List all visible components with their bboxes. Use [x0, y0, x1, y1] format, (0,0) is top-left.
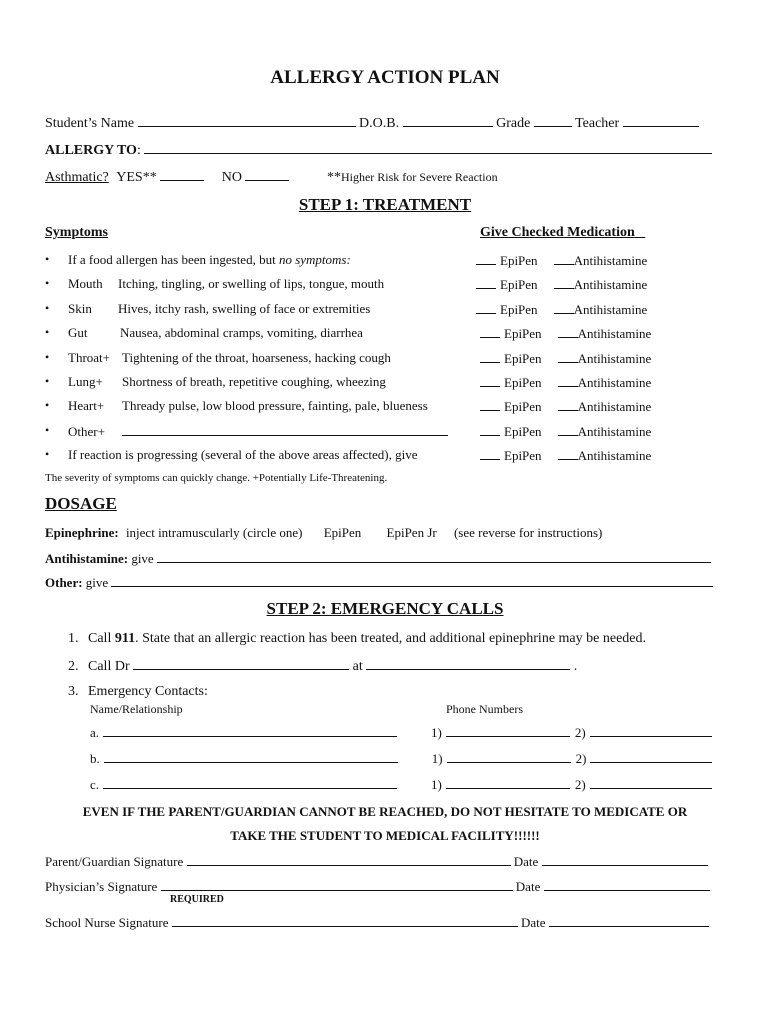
- antihistamine-checkbox[interactable]: [558, 325, 578, 338]
- parent-signature-line: [45, 853, 708, 870]
- call-doctor-item: [68, 657, 577, 675]
- contact-row: [90, 776, 712, 793]
- phone-1-field[interactable]: [447, 750, 571, 763]
- other-symptom-field[interactable]: [122, 423, 448, 436]
- symptom-text: [68, 374, 386, 390]
- doctor-phone-field[interactable]: [366, 657, 570, 670]
- epipen-checkbox[interactable]: [480, 325, 500, 338]
- epipen-label: EpiPen: [504, 424, 542, 439]
- antihistamine-label: Antihistamine: [573, 277, 648, 292]
- dosage-heading: DOSAGE: [45, 494, 117, 513]
- contact-name-field[interactable]: [103, 776, 397, 789]
- antihistamine-checkbox[interactable]: [554, 276, 574, 289]
- medication-checks: [480, 423, 651, 440]
- contact-name-field[interactable]: [103, 724, 397, 737]
- item1-suffix: . State that an allergic reaction has been treated, and additional epinephrine may be needed.: [135, 631, 646, 646]
- medication-checks: [480, 325, 651, 342]
- phone-2-label: 2): [574, 725, 586, 740]
- antihistamine-checkbox[interactable]: [558, 398, 578, 411]
- antihistamine-checkbox[interactable]: [558, 447, 578, 460]
- bullet-icon: •: [45, 423, 50, 437]
- parent-signature-label: Parent/Guardian Signature: [45, 854, 184, 869]
- asthmatic-line: [45, 168, 498, 186]
- step1-heading: STEP 1: TREATMENT: [298, 195, 472, 214]
- symptom-area: Other+: [68, 424, 105, 439]
- yes-field[interactable]: [160, 168, 204, 181]
- symptom-emphasis: no symptoms:: [278, 252, 351, 267]
- medication-header: [480, 225, 645, 241]
- higher-risk-note: Higher Risk for Severe Reaction: [340, 170, 498, 184]
- medication-checks: [480, 447, 651, 464]
- student-name-label: Student’s Name: [45, 116, 135, 131]
- symptoms-header: Symptoms: [45, 225, 109, 240]
- parent-date-field[interactable]: [542, 853, 708, 866]
- antihistamine-dosage-line: [45, 550, 711, 567]
- bullet-icon: •: [45, 374, 50, 388]
- epipen-checkbox[interactable]: [480, 423, 500, 436]
- no-label: NO: [221, 170, 242, 185]
- epipen-label: EpiPen: [500, 277, 538, 292]
- bullet-icon: •: [45, 447, 50, 461]
- dob-label: D.O.B.: [359, 116, 400, 131]
- no-field[interactable]: [245, 168, 289, 181]
- antihistamine-label: Antihistamine: [573, 302, 648, 317]
- symptom-area: Gut: [68, 325, 88, 340]
- allergy-to-field[interactable]: [144, 141, 712, 154]
- dob-field[interactable]: [403, 114, 493, 127]
- grade-label: Grade: [496, 116, 531, 131]
- allergy-to-colon: :: [136, 143, 141, 158]
- symptom-text: [68, 301, 370, 317]
- phone-2-field[interactable]: [590, 776, 712, 789]
- symptom-area: Skin: [68, 301, 92, 316]
- symptom-description: Tightening of the throat, hoarseness, hacking cough: [122, 350, 391, 365]
- allergy-to-label: ALLERGY TO: [45, 143, 137, 158]
- epipen-checkbox[interactable]: [480, 447, 500, 460]
- symptom-text: [68, 398, 428, 414]
- antihistamine-label: Antihistamine: [577, 448, 652, 463]
- antihistamine-checkbox[interactable]: [558, 350, 578, 363]
- phone-1-field[interactable]: [446, 724, 570, 737]
- allergy-to-line: [45, 141, 712, 159]
- phone-1-field[interactable]: [446, 776, 570, 789]
- symptom-area: Heart+: [68, 398, 105, 413]
- antihistamine-label: Antihistamine: [577, 375, 652, 390]
- medication-header-label: Give Checked Medication: [480, 225, 635, 240]
- contact-letter: b.: [90, 751, 100, 766]
- contact-name-field[interactable]: [104, 750, 398, 763]
- antihistamine-checkbox[interactable]: [558, 423, 578, 436]
- phone-2-label: 2): [574, 777, 586, 792]
- medication-checks: [476, 252, 647, 269]
- epipen-label: EpiPen: [504, 375, 542, 390]
- step2-heading: STEP 2: EMERGENCY CALLS: [266, 599, 504, 618]
- epipen-checkbox[interactable]: [476, 252, 496, 265]
- antihistamine-label: Antihistamine: [577, 326, 652, 341]
- symptom-area: Throat+: [68, 350, 110, 365]
- physician-signature-field[interactable]: [161, 878, 513, 891]
- item3-number: 3.: [68, 684, 79, 699]
- contact-row: [90, 750, 712, 767]
- antihistamine-checkbox[interactable]: [558, 374, 578, 387]
- symptom-text: [68, 252, 351, 268]
- epipen-label: EpiPen: [504, 448, 542, 463]
- epipen-checkbox[interactable]: [480, 398, 500, 411]
- epinephrine-text: inject intramuscularly (circle one): [125, 525, 303, 540]
- contact-letter: c.: [90, 777, 100, 792]
- asthmatic-label: Asthmatic?: [45, 170, 109, 185]
- medication-checks: [480, 374, 651, 391]
- symptom-area: Lung+: [68, 374, 103, 389]
- symptom-text: [68, 447, 418, 463]
- required-label: REQUIRED: [170, 894, 224, 905]
- student-info-line: [45, 114, 699, 132]
- antihistamine-dosage-field[interactable]: [157, 550, 711, 563]
- antihistamine-checkbox[interactable]: [554, 301, 574, 314]
- physician-date-field[interactable]: [544, 878, 710, 891]
- medication-checks: [480, 350, 651, 367]
- call-911-number: 911: [114, 631, 136, 646]
- epipen-checkbox[interactable]: [476, 276, 496, 289]
- yes-label: YES**: [116, 170, 157, 185]
- severity-note: The severity of symptoms can quickly change. +Potentially Life-Threatening.: [45, 472, 388, 484]
- bullet-icon: •: [45, 325, 50, 339]
- medication-checks: [476, 301, 647, 318]
- warning-line-2: TAKE THE STUDENT TO MEDICAL FACILITY!!!!!!: [230, 828, 540, 843]
- epipen-checkbox[interactable]: [476, 301, 496, 314]
- epipen-jr-option[interactable]: EpiPen Jr: [386, 525, 437, 540]
- symptom-description: Hives, itchy rash, swelling of face or extremities: [118, 301, 371, 316]
- phone-2-field[interactable]: [590, 724, 712, 737]
- bullet-icon: •: [45, 252, 50, 266]
- epipen-label: EpiPen: [500, 302, 538, 317]
- antihistamine-label: Antihistamine: [577, 399, 652, 414]
- antihistamine-label: Antihistamine: [577, 424, 652, 439]
- epinephrine-line: [45, 525, 602, 541]
- nurse-date-label: Date: [520, 915, 546, 930]
- item1-number: 1.: [68, 631, 79, 646]
- reverse-note: (see reverse for instructions): [453, 525, 603, 540]
- antihistamine-dosage-label: Antihistamine:: [45, 551, 129, 566]
- epipen-label: EpiPen: [504, 399, 542, 414]
- phone-1-label: 1): [431, 777, 442, 792]
- epipen-label: EpiPen: [504, 326, 542, 341]
- symptom-description: Itching, tingling, or swelling of lips, tongue, mouth: [118, 276, 385, 291]
- doctor-name-field[interactable]: [133, 657, 349, 670]
- symptom-description: Nausea, abdominal cramps, vomiting, diarrhea: [120, 325, 363, 340]
- teacher-label: Teacher: [575, 116, 620, 131]
- nurse-date-field[interactable]: [549, 914, 709, 927]
- item2-number: 2.: [68, 659, 79, 674]
- call-dr-label: Call Dr: [88, 659, 130, 674]
- nurse-signature-label: School Nurse Signature: [45, 915, 169, 930]
- symptom-description: Thready pulse, low blood pressure, fainting, pale, blueness: [122, 398, 428, 413]
- symptom-text: [68, 423, 448, 440]
- symptom-text: [68, 350, 391, 366]
- phone-numbers-label: Phone Numbers: [446, 702, 523, 716]
- epipen-option[interactable]: EpiPen: [323, 525, 362, 540]
- other-give-text: give: [85, 575, 109, 590]
- antihistamine-checkbox[interactable]: [554, 252, 574, 265]
- bullet-icon: •: [45, 350, 50, 364]
- contact-row: [90, 724, 712, 741]
- other-dosage-label: Other:: [45, 575, 83, 590]
- page-title: ALLERGY ACTION PLAN: [270, 67, 500, 88]
- emergency-contacts-label: Emergency Contacts:: [88, 684, 208, 699]
- symptom-description: Shortness of breath, repetitive coughing, wheezing: [122, 374, 386, 389]
- symptom-area: Mouth: [68, 276, 103, 291]
- bullet-icon: •: [45, 301, 50, 315]
- phone-2-label: 2): [575, 751, 587, 766]
- phone-1-label: 1): [431, 725, 442, 740]
- symptom-text: [68, 276, 384, 292]
- other-dosage-field[interactable]: [111, 574, 713, 587]
- bullet-icon: •: [45, 276, 50, 290]
- warning-line-1: EVEN IF THE PARENT/GUARDIAN CANNOT BE REACHED, DO NOT HESITATE TO MEDICATE OR: [82, 804, 688, 819]
- at-label: at: [352, 659, 363, 674]
- antihistamine-give-text: give: [131, 551, 154, 566]
- symptom-description: If a food allergen has been ingested, but: [68, 252, 279, 267]
- parent-date-label: Date: [513, 854, 539, 869]
- student-name-field[interactable]: [138, 114, 356, 127]
- epipen-label: EpiPen: [504, 351, 542, 366]
- parent-signature-field[interactable]: [187, 853, 511, 866]
- epinephrine-label: Epinephrine:: [45, 525, 119, 540]
- epipen-label: EpiPen: [500, 253, 538, 268]
- call-911-item: [68, 631, 646, 647]
- physician-signature-label: Physician’s Signature: [45, 879, 158, 894]
- item2-period: .: [573, 659, 578, 674]
- nurse-signature-line: [45, 914, 709, 931]
- grade-field[interactable]: [534, 114, 572, 127]
- teacher-field[interactable]: [623, 114, 699, 127]
- antihistamine-label: Antihistamine: [577, 351, 652, 366]
- symptom-text: [68, 325, 363, 341]
- emergency-contacts-item: [68, 684, 208, 700]
- phone-2-field[interactable]: [590, 750, 712, 763]
- other-dosage-line: [45, 574, 713, 591]
- name-relationship-label: Name/Relationship: [90, 702, 183, 716]
- epipen-checkbox[interactable]: [480, 374, 500, 387]
- medication-checks: [476, 276, 647, 293]
- nurse-signature-field[interactable]: [172, 914, 518, 927]
- bullet-icon: •: [45, 398, 50, 412]
- phone-1-label: 1): [431, 751, 443, 766]
- item1-prefix: Call: [88, 631, 115, 646]
- higher-risk-marker: **: [326, 170, 341, 185]
- antihistamine-label: Antihistamine: [573, 253, 648, 268]
- medication-checks: [480, 398, 651, 415]
- physician-date-label: Date: [515, 879, 541, 894]
- symptom-description: If reaction is progressing (several of the above areas affected), give: [68, 447, 418, 462]
- epipen-checkbox[interactable]: [480, 350, 500, 363]
- physician-signature-line: [45, 878, 710, 895]
- contact-letter: a.: [90, 725, 100, 740]
